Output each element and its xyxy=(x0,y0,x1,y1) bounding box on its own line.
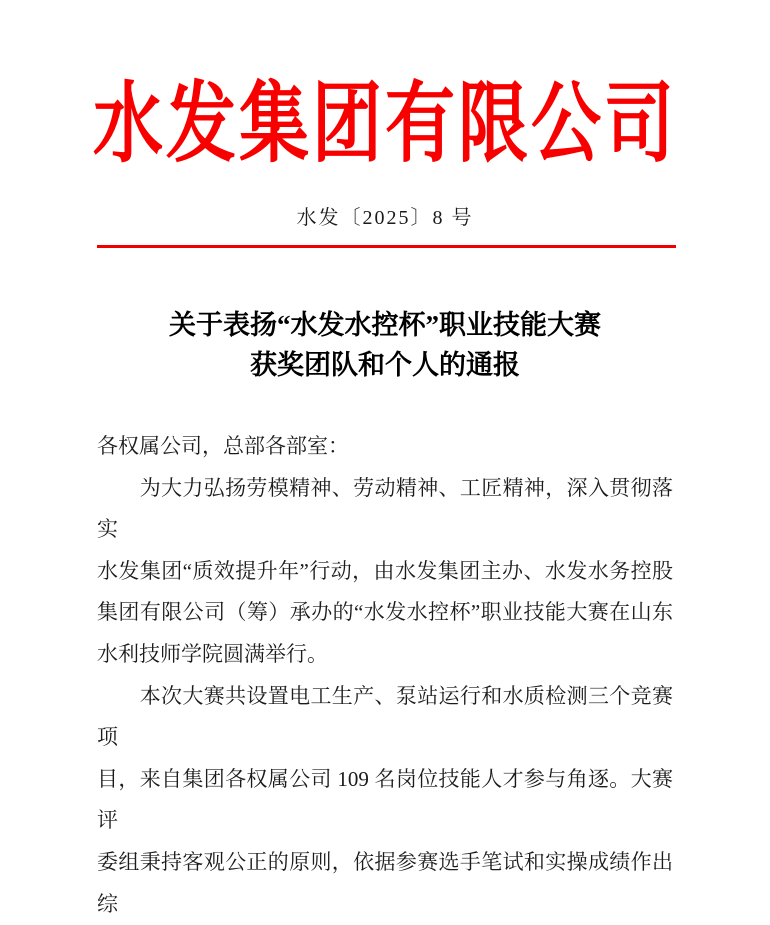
document-number: 水发〔2025〕8 号 xyxy=(296,207,474,229)
organization-name: 水发集团有限公司 xyxy=(93,77,677,174)
document-title-line1: 关于表扬“水发水控杯”职业技能大赛 xyxy=(169,310,601,340)
document-title xyxy=(97,305,673,385)
body-line: 水利技师学院圆满举行。 xyxy=(97,641,328,666)
document-title-line2: 获奖团队和个人的通报 xyxy=(250,350,520,380)
body-line: 目，来自集团各权属公司 109 名岗位技能人才参与角逐。大赛评 xyxy=(97,766,673,833)
masthead xyxy=(0,77,770,174)
body-line: 委组秉持客观公正的原则，依据参赛选手笔试和实操成绩作出综 xyxy=(97,849,673,916)
red-divider-line xyxy=(97,245,676,248)
body-line: 集团有限公司（筹）承办的“水发水控杯”职业技能大赛在山东 xyxy=(97,600,673,625)
body-line: 为大力弘扬劳模精神、劳动精神、工匠精神，深入贯彻落实 xyxy=(97,475,673,542)
body-line: 水发集团“质效提升年”行动，由水发集团主办、水发水务控股 xyxy=(97,558,673,583)
document-body xyxy=(97,426,673,925)
salutation-line: 各权属公司，总部各部室： xyxy=(97,434,349,458)
body-line: 本次大赛共设置电工生产、泵站运行和水质检测三个竞赛项 xyxy=(97,683,673,750)
